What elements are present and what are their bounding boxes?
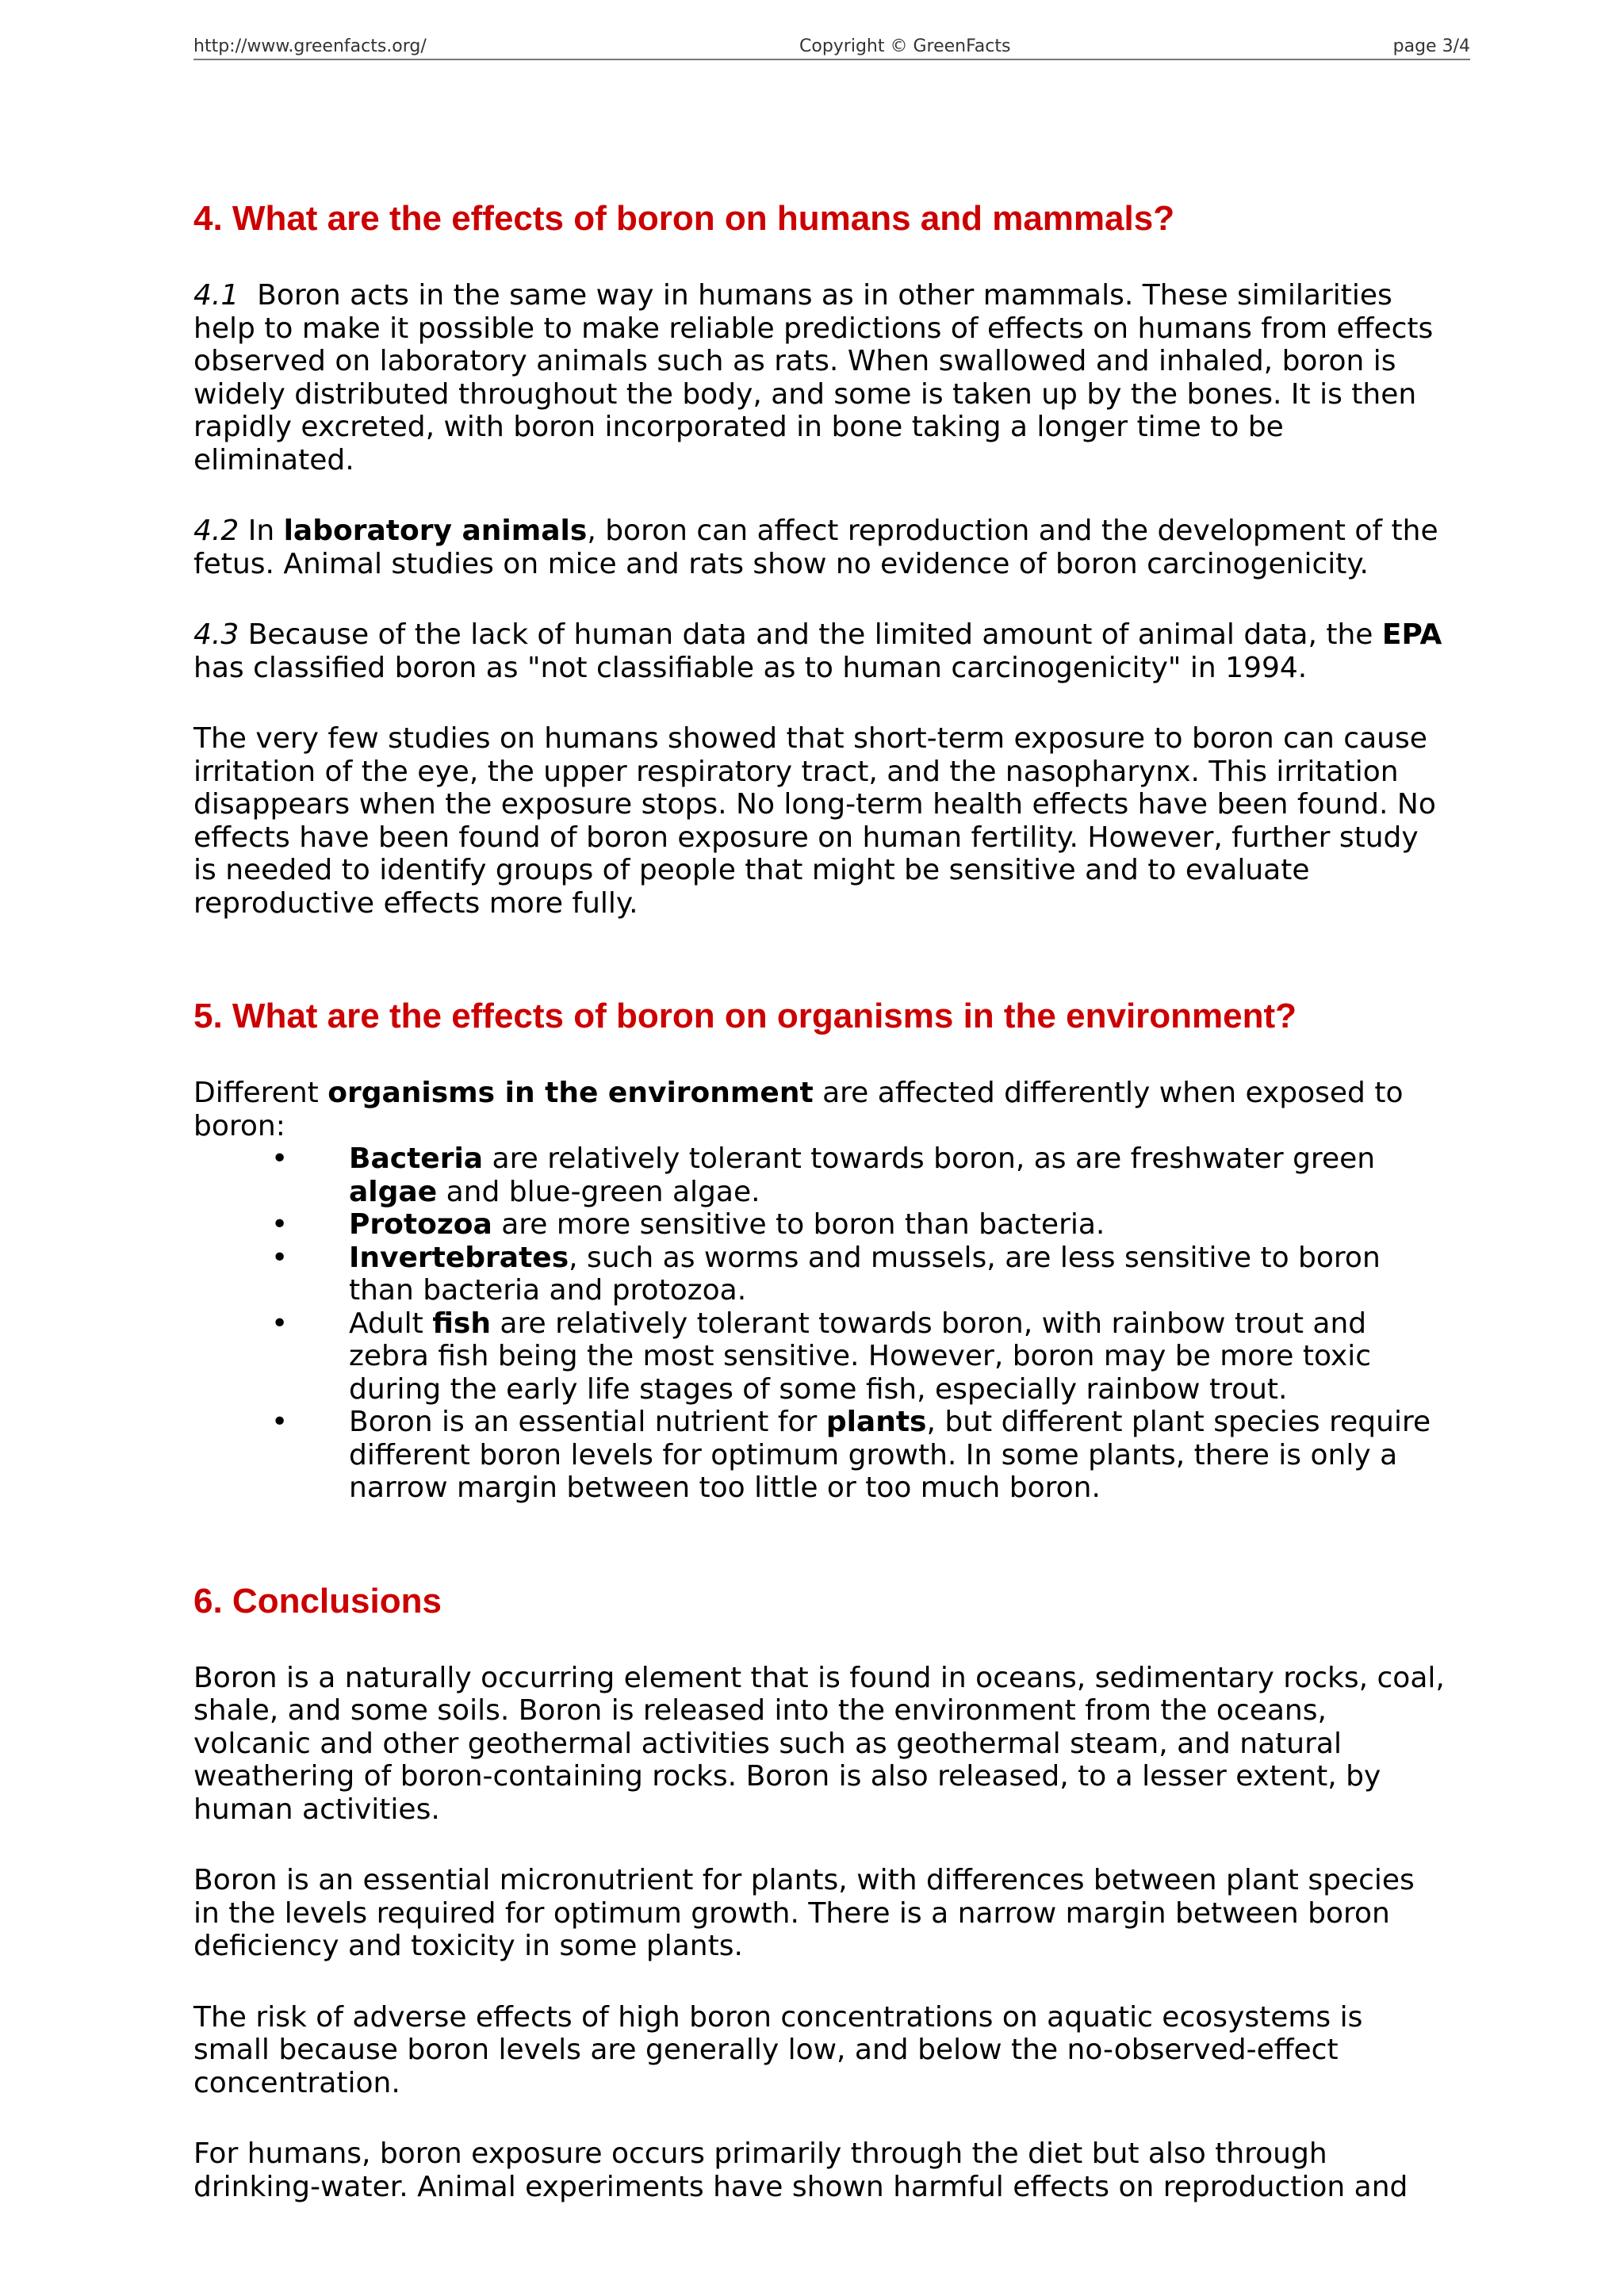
section-6-heading: 6. Conclusions (193, 1581, 442, 1621)
paragraph-number: 4.1 (193, 279, 239, 312)
paragraph-5-intro (193, 1077, 1446, 1142)
text-run: , but different plant species require different boron levels for optimum growth. In some plants, there is only a narrow margin between too little or too much boron. (349, 1406, 1431, 1504)
paragraph-text: Boron acts in the same way in humans as in other mammals. These similarities help to make it possible to make reliable predictions of effects on humans from effects observed on laboratory animals such as rats. When swallowed and inhaled, boron is widely distributed throughout the body, and some is taken up by the bones. It is then rapidly excreted, with boron incorporated in bone taking a longer time to be eliminated. (193, 279, 1434, 476)
paragraph-4-1 (193, 279, 1446, 476)
bullet-icon: • (271, 1307, 289, 1340)
text-run: and blue-green algae. (437, 1175, 760, 1208)
paragraph-4-human-studies: The very few studies on humans showed that short-term exposure to boron can cause irritation of the eye, the upper respiratory tract, and the nasopharynx. This irritation disappears when the exposure stops. No long-term health effects have been found. No effects have been found of boron exposure on human fertility. However, further study is needed to identify groups of people that might be sensitive and to evaluate reproductive effects more fully. (193, 722, 1436, 920)
header-page-number: page 3/4 (1392, 36, 1470, 56)
list-item-plants (193, 1406, 1446, 1505)
list-item-protozoa (193, 1208, 1446, 1242)
section-4-heading: 4. What are the effects of boron on humans and mammals? (193, 199, 1175, 238)
section-5-heading: 5. What are the effects of boron on organisms in the environment? (193, 997, 1297, 1035)
paragraph-6-1: Boron is a naturally occurring element that is found in oceans, sedimentary rocks, coal, shale, and some soils. Boron is released into the environment from the oceans, volcanic and other geothermal activities such as geothermal steam, and natural weathering of boron-containing rocks. Boron is also released, to a lesser extent, by human activities. (193, 1661, 1445, 1826)
text-run: are more sensitive to boron than bacteria. (492, 1208, 1105, 1241)
document-body (193, 198, 1446, 2241)
text-run: , boron can affect reproduction and the development of the fetus. Animal studies on mice and rats show no evidence of boron carcinogenicity. (193, 515, 1438, 580)
paragraph-number: 4.2 (193, 515, 239, 547)
text-run: are relatively tolerant towards boron, with rainbow trout and zebra fish being the most sensitive. However, boron may be more toxic during the early life stages of some fish, especially rainbow trout. (349, 1307, 1372, 1406)
text-run: Boron is an essential nutrient for (349, 1406, 826, 1438)
bullet-icon: • (271, 1142, 289, 1175)
paragraph-6-4: For humans, boron exposure occurs primarily through the diet but also through drinking-water. Animal experiments have shown harmful effects on reproduction and (193, 2137, 1408, 2203)
header-copyright: Copyright © GreenFacts (799, 36, 1011, 56)
bullet-icon: • (271, 1241, 289, 1274)
bold-term: Invertebrates (349, 1241, 569, 1274)
page-header (193, 35, 1470, 60)
list-item-fish (193, 1307, 1446, 1406)
text-run: are affected differently when exposed to boron: (193, 1077, 1404, 1142)
paragraph-6-2: Boron is an essential micronutrient for plants, with differences between plant species in the levels required for optimum growth. There is a narrow margin between boron deficiency and toxicity in some plants. (193, 1864, 1415, 1962)
bold-term: Protozoa (349, 1208, 492, 1241)
paragraph-4-3 (193, 618, 1446, 684)
organisms-list (193, 1142, 1446, 1505)
text-run: In (239, 515, 284, 547)
bullet-icon: • (271, 1208, 289, 1241)
text-run: Different (193, 1077, 328, 1109)
text-run: Adult (349, 1307, 433, 1340)
bullet-icon: • (271, 1406, 289, 1438)
paragraph-4-2 (193, 515, 1446, 580)
bold-term: plants (825, 1406, 927, 1438)
paragraph-6-3: The risk of adverse effects of high boron concentrations on aquatic ecosystems is small because boron levels are generally low, and below the no-observed-effect concentration. (193, 2000, 1363, 2099)
list-item-invertebrates (193, 1242, 1446, 1307)
bold-term: laboratory animals (283, 515, 588, 547)
text-run: are relatively tolerant towards boron, as are freshwater green (483, 1142, 1376, 1175)
text-run: Because of the lack of human data and the limited amount of animal data, the (239, 618, 1382, 651)
bold-term: algae (349, 1175, 438, 1208)
paragraph-number: 4.3 (193, 618, 239, 651)
header-url: http://www.greenfacts.org/ (193, 36, 427, 56)
bold-term: Bacteria (349, 1142, 484, 1175)
text-run: has classified boron as "not classifiable as to human carcinogenicity" in 1994. (193, 651, 1308, 684)
bold-term: EPA (1381, 618, 1442, 651)
list-item-bacteria (193, 1142, 1446, 1208)
text-run: , such as worms and mussels, are less sensitive to boron than bacteria and protozoa. (349, 1241, 1381, 1307)
bold-term: organisms in the environment (327, 1077, 814, 1109)
bold-term: fish (432, 1307, 491, 1340)
